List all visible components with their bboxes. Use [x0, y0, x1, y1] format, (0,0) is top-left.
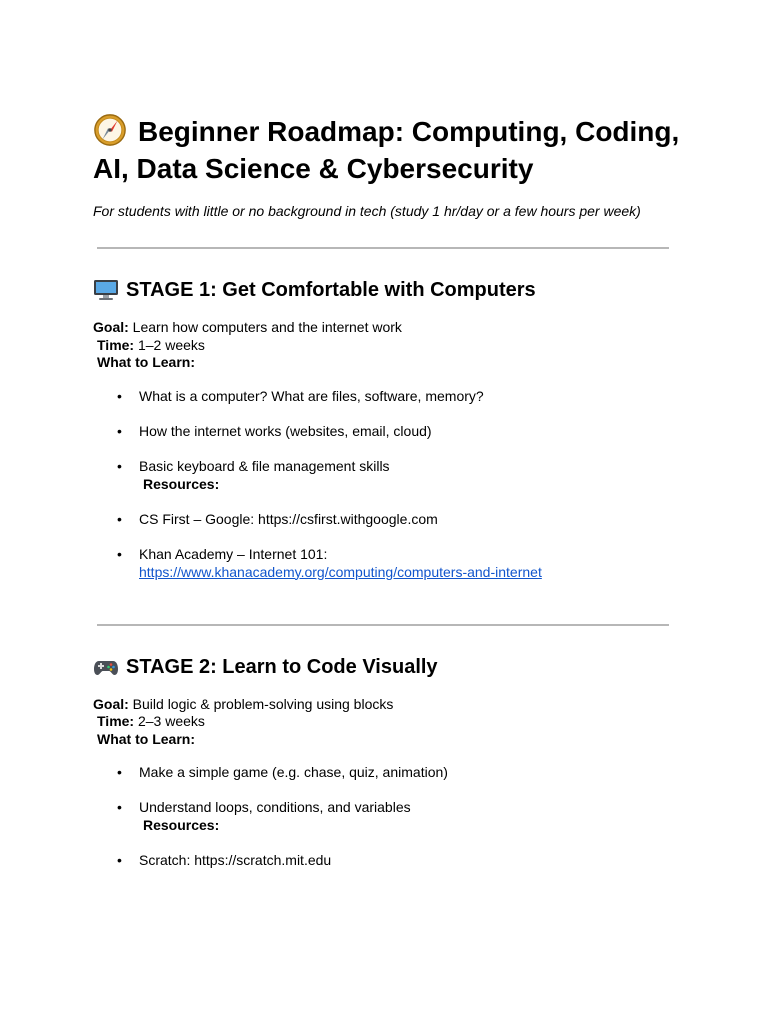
horizontal-rule	[97, 247, 669, 249]
title-text: Beginner Roadmap: Computing, Coding, AI, Data Science & Cybersecurity	[93, 116, 680, 184]
stage-1-title: STAGE 1: Get Comfortable with Computers	[126, 279, 536, 301]
goal-line	[93, 696, 683, 714]
time-line	[93, 337, 683, 355]
list-item: • How the internet works (websites, email, cloud)	[117, 422, 683, 440]
resources-label: Resources:	[143, 817, 220, 833]
stage-1-heading	[93, 277, 683, 303]
list-item: • CS First – Google: https://csfirst.withgoogle.com	[117, 510, 683, 528]
stage-2-section	[93, 654, 683, 870]
document-page	[93, 113, 683, 869]
what-to-learn-label: What to Learn:	[97, 730, 195, 747]
khan-academy-link[interactable]: https://www.khanacademy.org/computing/computers-and-internet	[139, 563, 542, 580]
list-item: • Understand loops, conditions, and variables Resources:	[117, 798, 683, 834]
horizontal-rule	[97, 624, 669, 626]
stage-1-section	[93, 277, 683, 581]
stage-2-meta	[93, 696, 683, 749]
compass-icon	[93, 113, 127, 147]
game-controller-icon	[93, 656, 119, 678]
time-value: 1–2 weeks	[137, 336, 205, 353]
what-to-learn-label: What to Learn:	[97, 354, 195, 370]
time-value: 2–3 weeks	[137, 713, 205, 729]
list-item: • Basic keyboard & file management skills Resources:	[117, 457, 683, 493]
stage-1-meta	[93, 319, 683, 372]
time-line	[93, 713, 683, 731]
stage-2-heading	[93, 654, 683, 680]
goal-value: Learn how computers and the internet work	[132, 319, 402, 335]
stage-1-learn-list	[117, 387, 683, 581]
list-item: • Khan Academy – Internet 101: https://www.khanacademy.org/computing/computers-and-internet	[117, 545, 683, 581]
stage-2-title: STAGE 2: Learn to Code Visually	[126, 655, 438, 678]
document-subtitle: For students with little or no background in tech (study 1 hr/day or a few hours per week)	[93, 203, 641, 219]
desktop-computer-icon	[93, 279, 119, 301]
stage-2-learn-list	[117, 763, 683, 869]
goal-line	[93, 319, 683, 337]
goal-label: Goal:	[93, 319, 129, 335]
goal-value: Build logic & problem-solving using blocks	[132, 695, 394, 712]
time-label: Time:	[97, 336, 135, 353]
list-item: • Make a simple game (e.g. chase, quiz, animation)	[117, 763, 683, 781]
resources-label: Resources:	[143, 475, 220, 492]
list-item: • What is a computer? What are files, software, memory?	[117, 387, 683, 405]
time-label: Time:	[97, 713, 135, 729]
goal-label: Goal:	[93, 695, 129, 712]
document-title	[93, 113, 683, 187]
list-item: • Scratch: https://scratch.mit.edu	[117, 851, 683, 869]
